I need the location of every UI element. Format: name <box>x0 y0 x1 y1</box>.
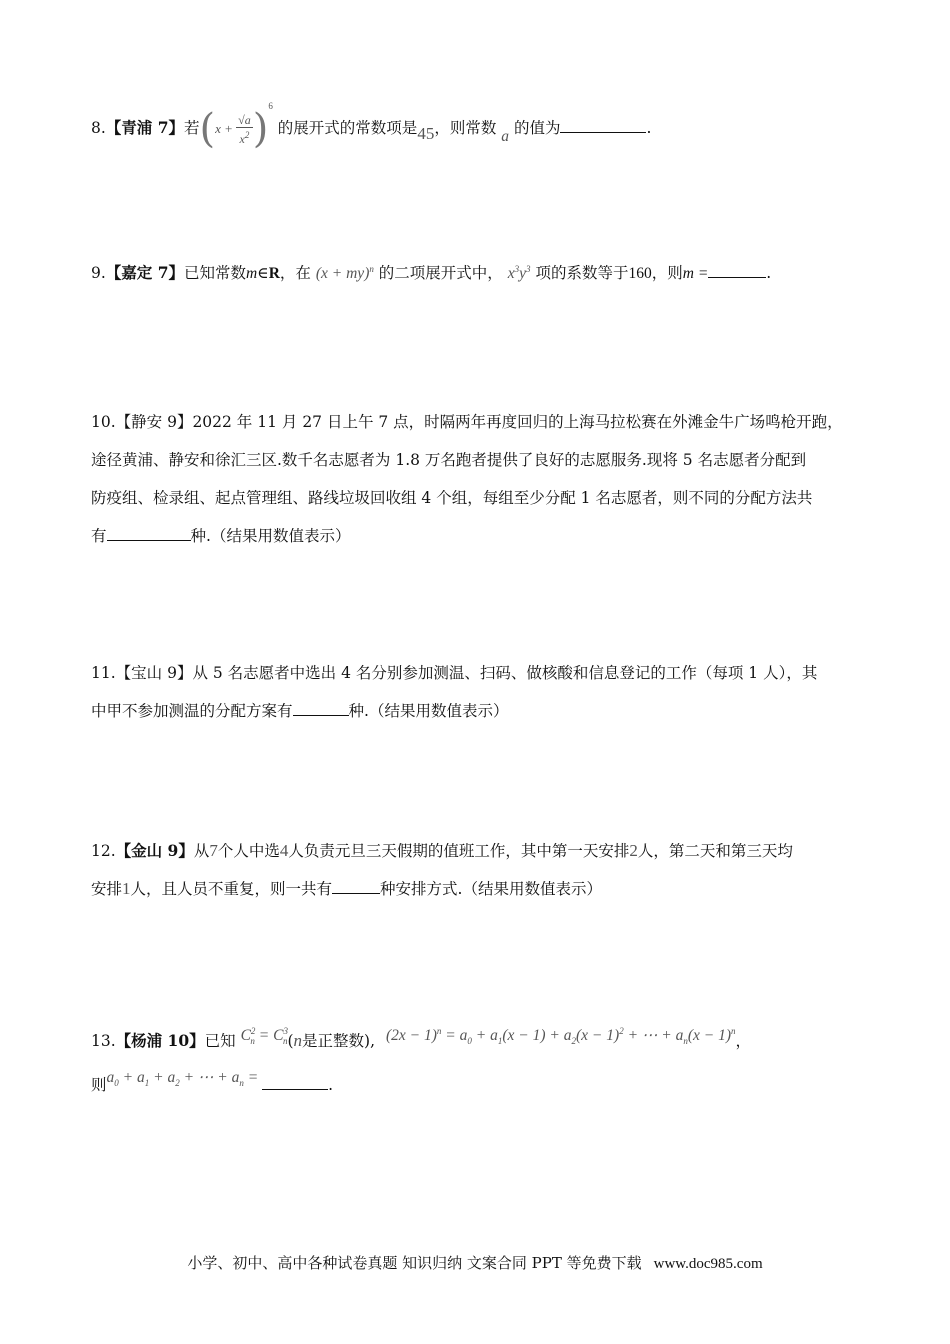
question-11 <box>91 654 817 730</box>
question-10-line-1: 10.【静安 9】2022 年 11 月 27 日上午 7 点，时隔两年再度回归的上海马拉松赛在外滩金牛广场鸣枪开跑， <box>91 413 843 431</box>
element-of: ∈ <box>257 264 269 283</box>
formula-fraction: $\frac{√a}{x^2}$ <box>238 112 251 146</box>
text: 种.（结果用数值表示） <box>190 527 351 545</box>
text: 已知常数 <box>183 264 246 283</box>
text: 种安排方式.（结果用数值表示） <box>380 880 602 898</box>
text: 人，且人员不重复，则一共有 <box>130 880 333 898</box>
question-12 <box>91 832 793 908</box>
question-number: 12. <box>91 842 116 860</box>
answer-blank[interactable] <box>332 875 380 894</box>
text: 安排 <box>91 880 123 898</box>
formula-paren-close: ) <box>252 106 269 153</box>
answer-blank[interactable] <box>293 697 349 716</box>
text: 的值为 <box>513 119 561 138</box>
question-9 <box>91 250 771 293</box>
text: 是正整数), <box>302 1032 376 1051</box>
variable-m: m <box>246 265 258 283</box>
text: 若 <box>183 119 200 138</box>
text: 项的系数等于 <box>535 264 629 283</box>
question-13-line-1 <box>91 1018 751 1066</box>
text: 个人中选 <box>217 842 280 860</box>
source-tag: 【嘉定 7】 <box>105 263 184 283</box>
question-10 <box>91 403 843 555</box>
value-160: 160 <box>628 265 652 283</box>
question-11-line-2 <box>91 692 817 730</box>
question-8-line: 8.【青浦 7】若(x + $\frac{√a}{x^2}$ )$^6$ 的展开式的常数项是45，则常数 a 的值为 . <box>91 101 652 153</box>
formula-binomial: (x + my)$^n$ <box>315 264 374 283</box>
text: 的二项展开式中， <box>378 264 503 283</box>
question-9-line <box>91 250 771 293</box>
text: 从 <box>193 842 210 860</box>
text: 则 <box>91 1076 107 1095</box>
formula-sum: $a_0 + a_1 + a_2$ + ⋯ + $a_n$ = <box>106 1069 259 1089</box>
value-45: 45 <box>417 124 435 144</box>
source-tag: 【杨浦 10】 <box>115 1031 205 1051</box>
text: 种.（结果用数值表示） <box>348 702 509 720</box>
text: 中甲不参加测温的分配方案有 <box>91 702 293 720</box>
text: 人，第二天和第三天均 <box>637 842 793 860</box>
question-10-line-3: 防疫组、检录组、起点管理组、路线垃圾回收组 4 个组，每组至少分配 1 名志愿者，则不同的分配方法共 <box>91 489 813 507</box>
answer-blank[interactable] <box>708 259 766 278</box>
question-12-line-1 <box>91 832 793 870</box>
value-2: 2 <box>629 841 638 860</box>
formula-x: x + <box>215 121 237 137</box>
formula-combination: $C^2_n = C^3_n$ <box>240 1026 288 1047</box>
text: . <box>766 264 772 283</box>
variable-n: n <box>293 1031 303 1051</box>
footer-text: 小学、初中、高中各种试卷真题 知识归纳 文案合同 PPT 等免费下载 <box>187 1254 642 1272</box>
text: ( <box>287 1032 294 1051</box>
text: 的展开式的常数项是 <box>277 119 418 138</box>
footer-link[interactable]: www.doc985.com <box>653 1256 763 1272</box>
answer-blank[interactable] <box>262 1071 328 1090</box>
question-10-line-2: 途径黄浦、静安和徐汇三区.数千名志愿者为 1.8 万名跑者提供了良好的志愿服务.现将 5 名志愿者分配到 <box>91 451 807 469</box>
question-10-line-4 <box>91 517 843 555</box>
set-R: R <box>268 265 280 283</box>
text: 已知 <box>204 1032 236 1051</box>
question-number: 13. <box>91 1032 116 1051</box>
variable-a: a <box>501 128 510 146</box>
question-11-line-1: 11.【宝山 9】从 5 名志愿者中选出 4 名分别参加测温、扫码、做核酸和信息登记的工作（每项 1 人），其 <box>91 664 818 682</box>
text: 人负责元旦三天假期的值班工作，其中第一天安排 <box>288 842 630 860</box>
question-number: 8. <box>91 119 106 138</box>
value-7: 7 <box>209 841 218 860</box>
text: ，在 <box>279 264 311 283</box>
text: ，则常数 <box>434 119 497 138</box>
text: . <box>328 1076 334 1095</box>
text: . <box>646 119 652 138</box>
question-number: 9. <box>91 264 106 283</box>
text: 有 <box>91 527 107 545</box>
formula-paren-open: ( <box>199 106 216 153</box>
answer-blank[interactable] <box>107 522 191 541</box>
question-13-line-2 <box>91 1066 751 1110</box>
question-8 <box>91 101 652 153</box>
answer-blank[interactable] <box>560 114 646 133</box>
formula-m-eq: m = <box>682 265 709 283</box>
question-12-line-2 <box>91 870 793 908</box>
formula-expansion: $(2x - 1)^n = a_0 + a_1(x - 1) + a_2(x - 1)^2$ + ⋯ + $a_n(x - 1)^n$ <box>385 1026 736 1047</box>
value-1: 1 <box>122 879 131 898</box>
question-13 <box>91 1018 751 1110</box>
source-tag: 【金山 9】 <box>115 841 194 860</box>
formula-x3y3: $x^3y^3$ <box>507 264 531 283</box>
source-tag: 【青浦 7】 <box>105 118 184 138</box>
text: ，则 <box>651 264 683 283</box>
value-4: 4 <box>279 841 289 860</box>
text: ， <box>735 1032 752 1051</box>
page-footer <box>0 1252 950 1273</box>
